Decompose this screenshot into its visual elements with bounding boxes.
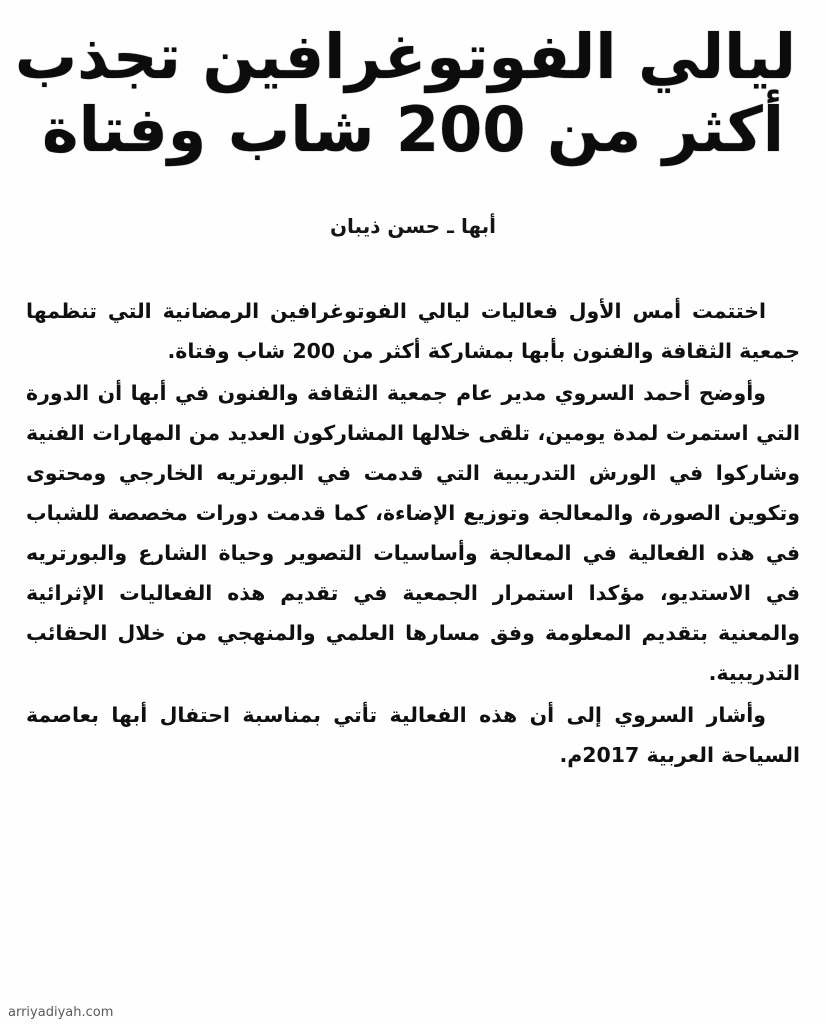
article-paragraph: وأوضح أحمد السروي مدير عام جمعية الثقافة والفنون في أبها أن الدورة التي استمرت لمدة يومين، تلقى خلالها المشاركون العديد من المهارات الفنية وشاركوا في الورش التدريبية التي قدمت في البورتريه الخارجي ومحتوى وتكوين الصورة، والمعالجة وتوزيع الإضاءة، كما قدمت دورات مخصصة للشباب في هذه الفعالية في المعالجة وأساسيات التصوير وحياة الشارع والبورتريه في الاستديو، مؤكدا استمرار الجمعية في تقديم هذه الفعاليات الإثرائية والمعنية بتقديم المعلومة وفق مسارها العلمي والمنهجي من خلال الحقائب التدريبية. [26, 381, 800, 686]
article-paragraph: اختتمت أمس الأول فعاليات ليالي الفوتوغرافين الرمضانية التي تنظمها جمعية الثقافة والفنون بأبها بمشاركة أكثر من 200 شاب وفتاة. [26, 299, 800, 364]
article-paragraph: وأشار السروي إلى أن هذه الفعالية تأتي بمناسبة احتفال أبها بعاصمة السياحة العربية 2017م. [26, 703, 800, 767]
headline-line-2: أكثر من 200 شاب وفتاة [41, 93, 785, 167]
source-watermark: arriyadiyah.com [8, 1005, 114, 1020]
article-body [26, 292, 800, 776]
byline: أبها ـ حسن ذيبان [329, 214, 497, 239]
headline-line-1: ليالي الفوتوغرافين تجذب [14, 20, 796, 93]
page-title [14, 20, 800, 167]
